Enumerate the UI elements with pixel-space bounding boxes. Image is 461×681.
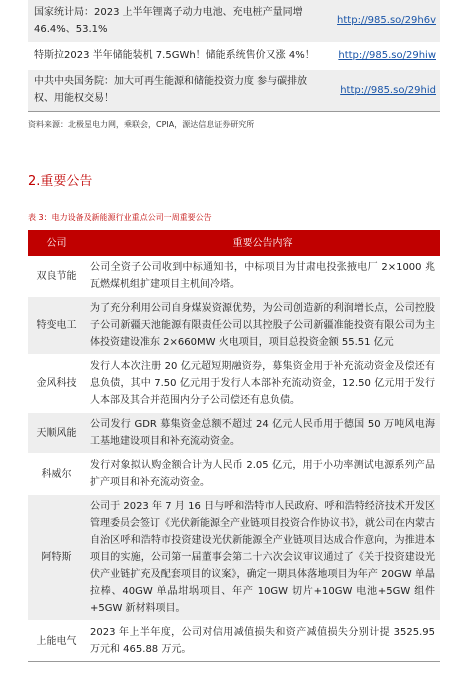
- table-row: [28, 42, 440, 69]
- table-caption: 表 3：电力设备及新能源行业重点公司一周重要公告: [28, 213, 212, 222]
- news-table: [28, 0, 440, 112]
- header-company: 公司: [28, 230, 85, 256]
- content-cell: 发行人本次注册 20 亿元超短期融资券，募集资金用于补充流动资金及偿还有息负债，其中 7.50 亿元用于发行人本部补充流动资金，12.50 亿元用于发行人本部及其合并范围内分子公司偿还有息负债。: [85, 355, 440, 413]
- table-row: [28, 297, 440, 355]
- table-header-row: [28, 230, 440, 256]
- table-row: [28, 0, 440, 42]
- table-row: [28, 495, 440, 621]
- source-note: 资料来源：北极星电力网，乘联会，CPIA，源达信息证券研究所: [28, 120, 255, 129]
- company-cell: 科威尔: [28, 454, 85, 495]
- company-cell: 双良节能: [28, 256, 85, 297]
- content-cell: 发行对象拟认购金额合计为人民币 2.05 亿元，用于小功率测试电源系列产品扩产项目和补充流动资金。: [85, 454, 440, 495]
- content-cell: 为了充分利用公司自身煤炭资源优势，为公司创造新的利润增长点，公司控股子公司新疆天池能源有限责任公司以其控股子公司新疆准能投资有限公司为主体投资建设准东 2×660MW 火电项目，项目总投资金额 55.51 亿元: [85, 297, 440, 355]
- news-link[interactable]: http://985.so/29hiw: [326, 42, 440, 69]
- news-text: 特斯拉2023 半年储能装机 7.5GWh！储能系统售价又涨 4%！: [28, 42, 326, 69]
- news-text: 国家统计局：2023 上半年锂离子动力电池、充电桩产量同增46.4%、53.1%: [28, 0, 326, 42]
- company-cell: 上能电气: [28, 621, 85, 662]
- content-cell: 2023 年上半年度，公司对信用减值损失和资产减值损失分别计提 3525.95 万元和 465.88 万元。: [85, 621, 440, 662]
- company-cell: 特变电工: [28, 297, 85, 355]
- table-row: [28, 454, 440, 495]
- header-content: 重要公告内容: [85, 230, 440, 256]
- news-link[interactable]: http://985.so/29h6v: [326, 0, 440, 42]
- table-row: [28, 413, 440, 454]
- table-row: [28, 621, 440, 662]
- company-cell: 阿特斯: [28, 495, 85, 621]
- table-row: [28, 355, 440, 413]
- section-heading: 2.重要公告: [28, 174, 93, 189]
- content-cell: 公司于 2023 年 7 月 16 日与呼和浩特市人民政府、呼和浩特经济技术开发区管理委员会签订《光伏新能源全产业链项目投资合作协议书》，就公司在内蒙古自治区呼和浩特市投资建设光伏新能源全产业链项目达成合作意向，为推进本项目的实施，公司第一届董事会第二十六次会议审议通过了《关于投资建设光伏产业链扩充及配套项目的议案》，确定一期具体落地项目为年产 20GW 单晶拉棒、40GW 单晶坩埚项目、年产 10GW 切片+10GW 电池+5GW 组件+5GW 新材料项目。: [85, 495, 440, 621]
- announcements-table: [28, 230, 440, 662]
- table-row: [28, 256, 440, 297]
- table-row: [28, 69, 440, 111]
- content-cell: 公司全资子公司收到中标通知书，中标项目为甘肃电投张掖电厂 2×1000 兆瓦燃煤机组扩建项目主机间冷塔。: [85, 256, 440, 297]
- content-cell: 公司发行 GDR 募集资金总额不超过 24 亿元人民币用于德国 50 万吨风电海工基地建设项目和补充流动资金。: [85, 413, 440, 454]
- news-link[interactable]: http://985.so/29hid: [326, 69, 440, 111]
- company-cell: 金风科技: [28, 355, 85, 413]
- company-cell: 天顺风能: [28, 413, 85, 454]
- news-text: 中共中央国务院：加大可再生能源和储能投资力度 参与碳排放权、用能权交易！: [28, 69, 326, 111]
